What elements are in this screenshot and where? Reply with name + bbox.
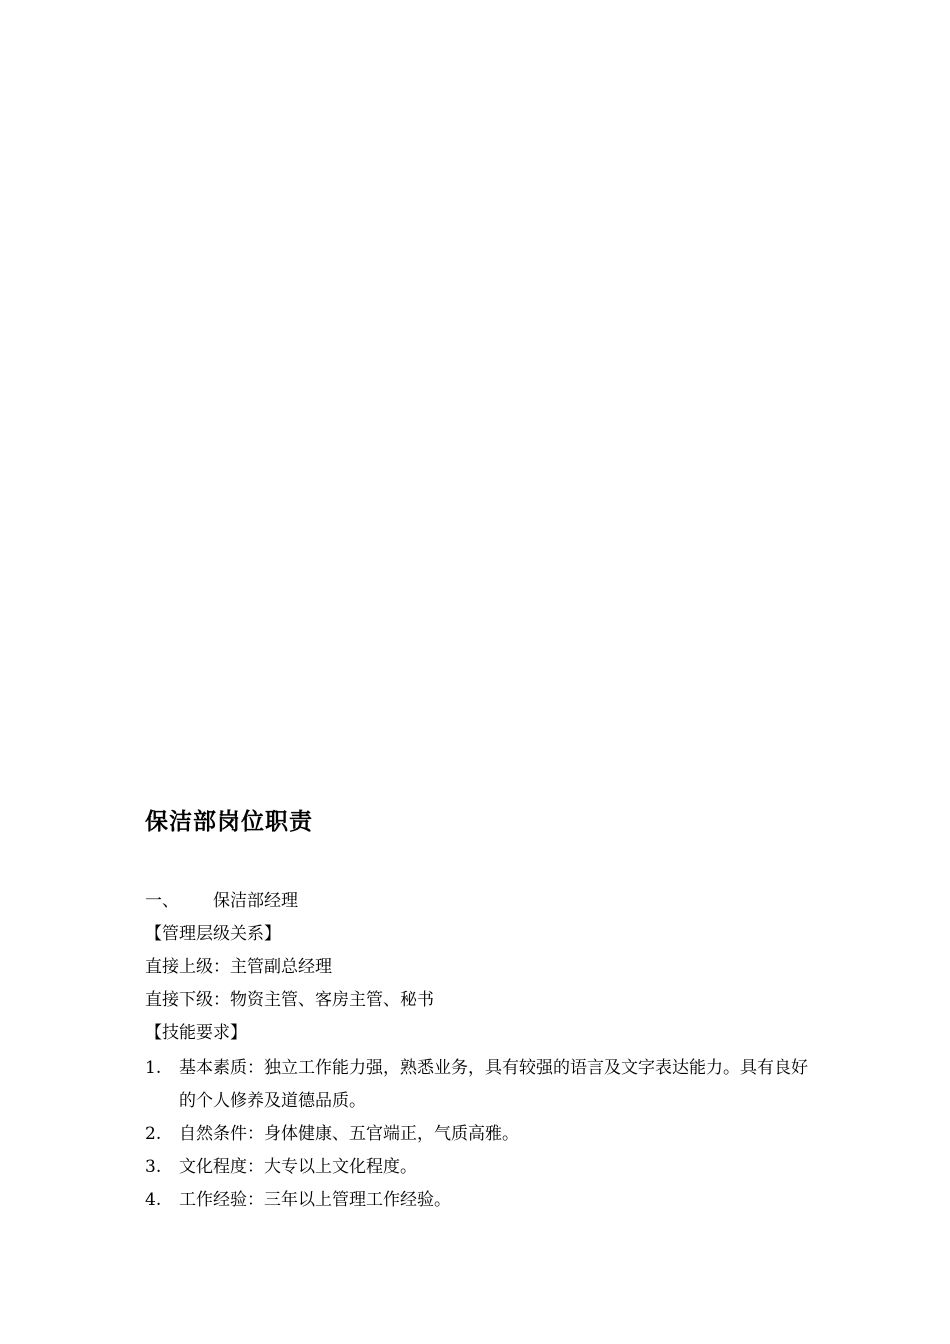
- section-number: 一、: [145, 891, 179, 911]
- skills-label: 【技能要求】: [145, 1023, 247, 1043]
- list-item-text: 自然条件：身体健康、五官端正，气质高雅。: [179, 1124, 519, 1144]
- requirements-list: [145, 1052, 815, 1217]
- document-title: 保洁部岗位职责: [145, 809, 313, 835]
- list-item-text: 工作经验：三年以上管理工作经验。: [179, 1190, 451, 1210]
- list-marker: 4.: [145, 1190, 162, 1210]
- section-heading: [145, 885, 815, 918]
- list-item: [145, 1118, 815, 1151]
- list-item: [145, 1151, 815, 1184]
- list-item-text: 基本素质：独立工作能力强，熟悉业务，具有较强的语言及文字表达能力。具有良好的个人修养及道德品质。: [179, 1058, 808, 1111]
- section-heading-text: 保洁部经理: [213, 891, 298, 911]
- list-item-text: 文化程度：大专以上文化程度。: [179, 1157, 417, 1177]
- direct-subordinates: 直接下级：物资主管、客房主管、秘书: [145, 990, 434, 1010]
- direct-superior: 直接上级：主管副总经理: [145, 957, 332, 977]
- list-item: [145, 1184, 815, 1217]
- list-marker: 1.: [145, 1058, 162, 1078]
- list-item: [145, 1052, 815, 1118]
- management-label: 【管理层级关系】: [145, 924, 281, 944]
- list-marker: 2.: [145, 1124, 162, 1144]
- list-marker: 3.: [145, 1157, 162, 1177]
